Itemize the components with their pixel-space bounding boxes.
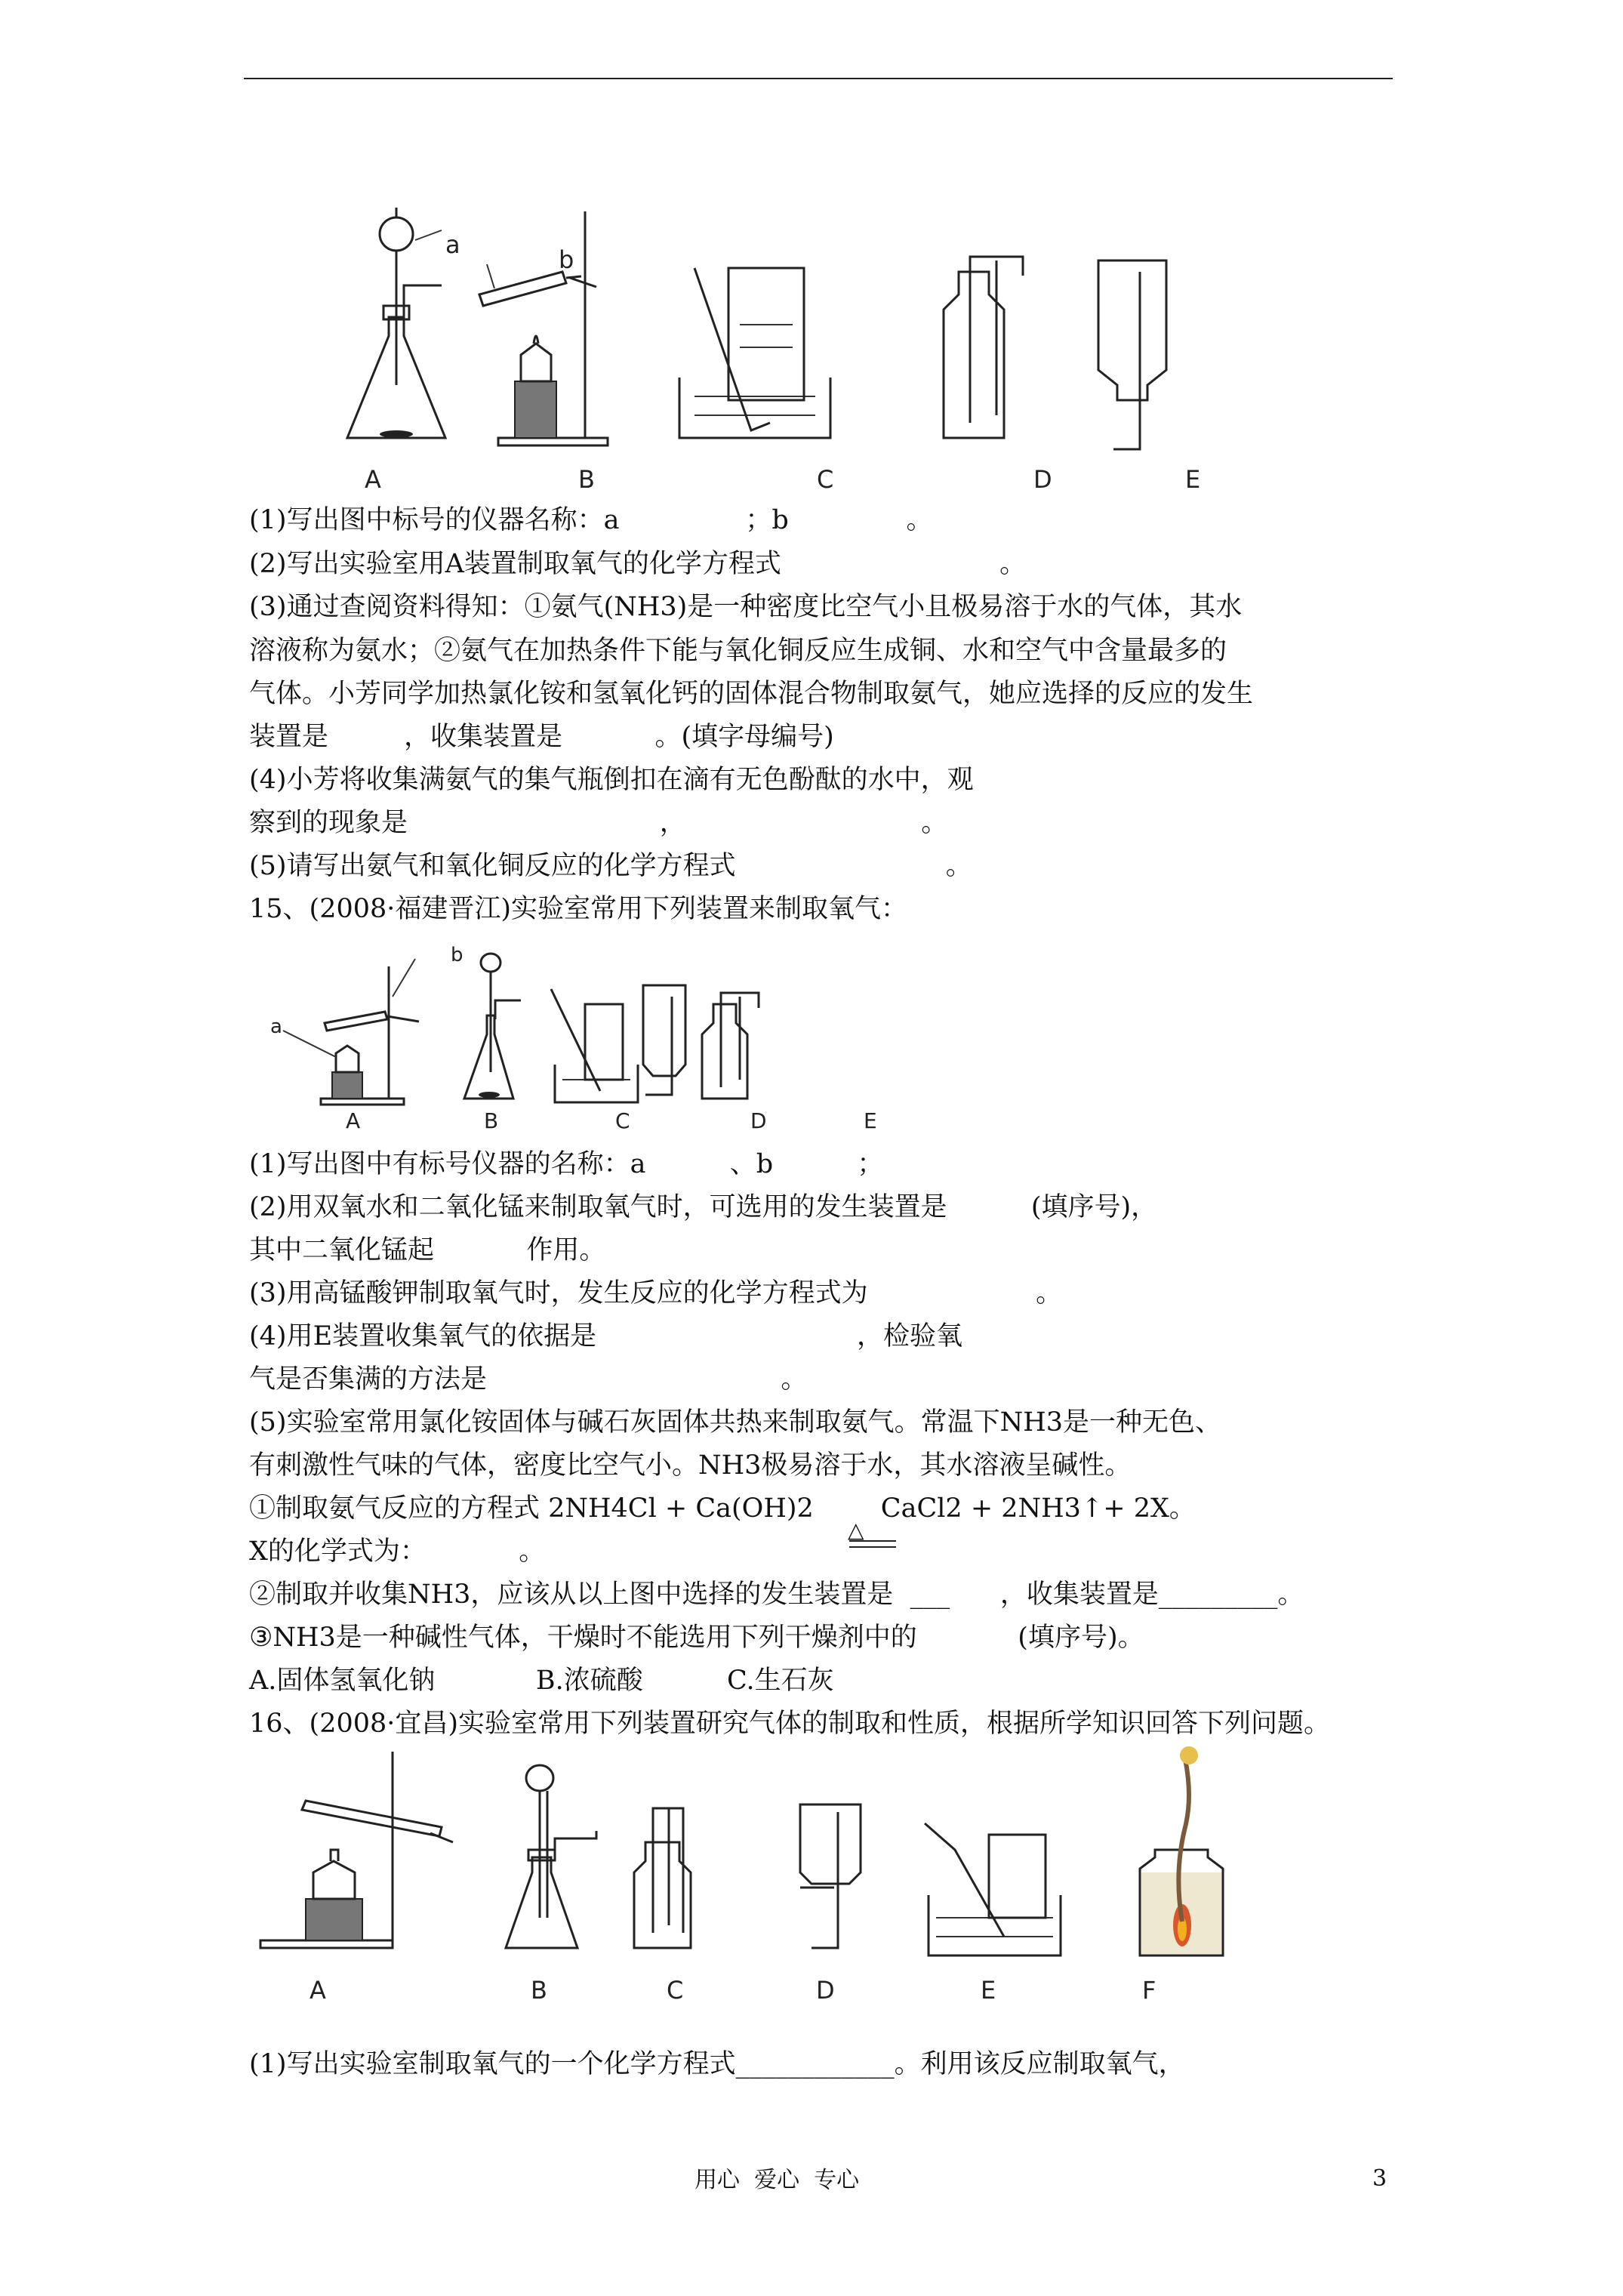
fig16-label-a: A	[310, 1976, 326, 2005]
apparatus-figure-q16	[249, 1737, 1253, 1963]
q14-line-8: 察到的现象是 ， 。	[249, 808, 948, 838]
apparatus-e15-bottle	[702, 993, 759, 1099]
mark-b-q14: b	[559, 245, 574, 274]
q14-line-7: (4)小芳将收集满氨气的集气瓶倒扣在滴有无色酚酞的水中，观	[249, 765, 974, 795]
apparatus-b15-flask	[464, 954, 521, 1099]
q15-line-11: ②制取并收集NH3，应该从以上图中选择的发生装置是 ___ ，收集装置是_________。	[249, 1579, 1304, 1610]
fig16-label-e: E	[981, 1976, 996, 2005]
fig-label-b: B	[578, 465, 595, 494]
q15-line-4: (3)用高锰酸钾制取氧气时，发生反应的化学方程式为 。	[249, 1278, 1063, 1308]
apparatus-c15-trough	[551, 989, 638, 1102]
fig16-label-f: F	[1142, 1976, 1156, 2005]
q14-line-1: (1)写出图中标号的仪器名称：a ；b 。	[249, 505, 933, 535]
apparatus-e16-trough	[925, 1823, 1061, 1955]
apparatus-c16-bottle	[634, 1808, 691, 1948]
mark-b-q15: b	[451, 944, 463, 966]
apparatus-f16-combustion-jar	[1140, 1746, 1223, 1955]
q16-heading: 16、(2008·宜昌)实验室常用下列装置研究气体的制取和性质，根据所学知识回答下列问题。	[249, 1709, 1331, 1739]
q15-line-7: (5)实验室常用氯化铵固体与碱石灰固体共热来制取氨气。常温下NH3是一种无色、	[249, 1407, 1221, 1438]
apparatus-a16-heating	[260, 1752, 453, 1948]
q14-line-4: 溶液称为氨水；②氨气在加热条件下能与氧化铜反应生成铜、水和空气中含量最多的	[249, 636, 1227, 666]
fig16-label-b: B	[531, 1976, 547, 2005]
q15-line-2: (2)用双氧水和二氧化锰来制取氧气时，可选用的发生装置是 (填序号)，	[249, 1192, 1158, 1222]
fig16-label-d: D	[816, 1976, 835, 2005]
q15-heading: 15、(2008·福建晋江)实验室常用下列装置来制取氧气：	[249, 894, 908, 924]
mark-a-q15: a	[270, 1015, 282, 1038]
fig16-label-c: C	[667, 1976, 684, 2005]
page-footer: 用心 爱心 专心	[694, 2167, 860, 2193]
q15-line-6: 气是否集满的方法是 。	[249, 1364, 808, 1395]
page-number: 3	[1372, 2165, 1387, 2192]
fig15-label-c: C	[615, 1108, 630, 1133]
fig-label-a: A	[365, 465, 381, 494]
heating-delta-symbol: △	[848, 1518, 864, 1542]
apparatus-d15-inverted-bottle	[643, 985, 685, 1095]
apparatus-b16-flask	[506, 1765, 596, 1948]
fig15-label-e: E	[864, 1108, 877, 1133]
apparatus-a15-heating	[283, 959, 419, 1105]
q16-line-1: (1)写出实验室制取氧气的一个化学方程式____________。利用该反应制取氧气，	[249, 2049, 1185, 2079]
q14-line-3: (3)通过查阅资料得知：①氨气(NH3)是一种密度比空气小且极易溶于水的气体，其水	[249, 592, 1243, 622]
fig15-label-b: B	[484, 1108, 499, 1133]
q14-line-5: 气体。小芳同学加热氯化铵和氢氧化钙的固体混合物制取氨气，她应选择的反应的发生	[249, 679, 1254, 709]
fig15-label-a: A	[346, 1108, 361, 1133]
apparatus-e-inverted-bottle	[1098, 260, 1166, 449]
apparatus-b-heating	[479, 211, 608, 445]
q15-line-5: (4)用E装置收集氧气的依据是 ，检验氧	[249, 1321, 963, 1351]
q14-line-9: (5)请写出氨气和氧化铜反应的化学方程式 。	[249, 851, 972, 881]
fig15-label-d: D	[750, 1108, 767, 1133]
fig-label-d: D	[1033, 465, 1052, 494]
equation-bar-bottom	[849, 1546, 896, 1548]
q15-line-3: 其中二氧化锰起 作用。	[249, 1235, 606, 1265]
apparatus-figure-q15	[264, 944, 906, 1133]
equation-bar-top	[849, 1540, 896, 1542]
q14-line-2: (2)写出实验室用A装置制取氧气的化学方程式 。	[249, 549, 1027, 579]
q15-line-8: 有刺激性气味的气体，密度比空气小。NH3极易溶于水，其水溶液呈碱性。	[249, 1450, 1132, 1481]
apparatus-a-flask-funnel	[347, 208, 445, 438]
q15-line-13: A.固体氢氧化钠 B.浓硫酸 C.生石灰	[249, 1666, 834, 1696]
mark-a-q14: a	[445, 230, 460, 259]
fig-label-e: E	[1185, 465, 1201, 494]
q15-line-12: ③NH3是一种碱性气体，干燥时不能选用下列干燥剂中的 (填序号)。	[249, 1623, 1144, 1653]
q15-line-10: X的化学式为： 。	[249, 1536, 546, 1567]
header-rule	[244, 78, 1393, 79]
q14-line-6: 装置是 ，收集装置是 。(填字母编号)	[249, 722, 834, 752]
apparatus-d-bottle	[944, 257, 1023, 438]
q15-line-9: ①制取氨气反应的方程式 2NH4Cl + Ca(OH)2 CaCl2 + 2NH3↑+ 2X。	[249, 1493, 1196, 1524]
apparatus-c-water-trough	[679, 268, 830, 438]
apparatus-d16-inverted-bottle	[800, 1804, 861, 1948]
fig-label-c: C	[817, 465, 834, 494]
q15-line-1: (1)写出图中有标号仪器的名称：a 、b ；	[249, 1149, 884, 1179]
